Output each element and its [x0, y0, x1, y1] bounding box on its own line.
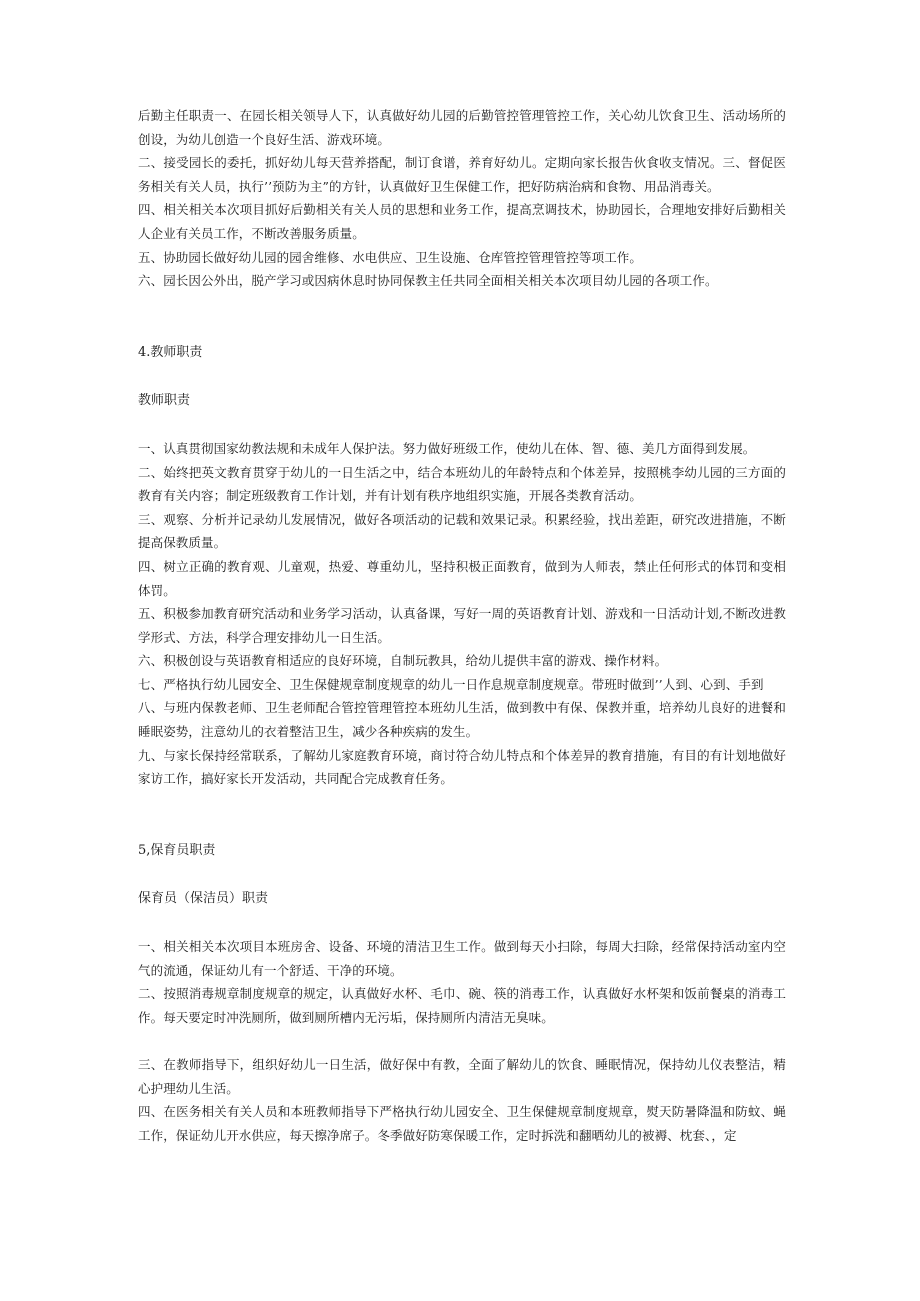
paragraph: 一、认真贯彻国家幼教法规和未成年人保护法。努力做好班级工作，使幼儿在体、智、德、美几方面得到发展。 — [138, 440, 756, 456]
paragraph: 后勤主任职责一、在园长相关领导人下，认真做好幼儿园的后勤管控管理管控工作，关心幼儿饮食卫生、活动场所的创设，为幼儿创造一个良好生活、游戏环境。 — [138, 108, 786, 147]
paragraph: 二、接受园长的委托，抓好幼儿每天营养搭配，制订食谱，养育好幼儿。定期向家长报告伙食收支情况。三、督促医务相关有关人员，执行’’预防为主”的方针，认真做好卫生保健工作，把好防病治病和食物、用品消毒关。 — [138, 155, 786, 194]
paragraph: 八、与班内保教老师、卫生老师配合管控管理管控本班幼儿生活，做到教中有保、保教并重，培养幼儿良好的进餐和睡眠姿势，注意幼儿的衣着整洁卫生，减少各种疾病的发生。 — [138, 700, 786, 740]
paragraph: 三、观察、分析并记录幼儿发展情况，做好各项活动的记载和效果记录。积累经验，找出差距，研究改进措施，不断提高保教质量。 — [138, 511, 786, 551]
section-heading: 5,保育员职责 — [138, 842, 216, 858]
paragraph: 七、严格执行幼儿园安全、卫生保健规章制度规章的幼儿一日作息规章制度规章。带班时做到’’人到、心到、手到 — [138, 676, 764, 692]
section-caregiver-duties — [138, 839, 786, 1148]
paragraph: 六、园长因公外出，脱产学习或因病休息时协同保教主任共同全面相关相关本次项目幼儿园的各项工作。 — [138, 273, 718, 289]
section-teacher-duties — [138, 341, 786, 791]
paragraph: 三、在教师指导下，组织好幼儿一日生活，做好保中有教，全面了解幼儿的饮食、睡眠情况，保持幼儿仪表整洁，精心护理幼儿生活。 — [138, 1057, 786, 1096]
paragraph: 一、相关相关本次项目本班房舍、设备、环境的清洁卫生工作。做到每天小扫除，每周大扫除，经常保持活动室内空气的流通，保证幼儿有一个舒适、干净的环境。 — [138, 939, 786, 978]
document-page — [138, 104, 786, 1147]
paragraph: 二、按照消毒规章制度规章的规定，认真做好水杯、毛巾、碗、筷的消毒工作，认真做好水杯架和饭前餐桌的消毒工作。每天要定时冲洗厕所，做到厕所槽内无污垢，保持厕所内清洁无臭味。 — [138, 986, 786, 1025]
paragraph: 二、始终把英文教育贯穿于幼儿的一日生活之中，结合本班幼儿的年龄特点和个体差异，按照桃李幼儿园的三方面的教育有关内容；制定班级教育工作计划，并有计划有秩序地组织实施，开展各类教育活动。 — [138, 464, 786, 504]
section-subheading: 教师职责 — [138, 393, 191, 409]
paragraph: 九、与家长保持经常联系，了解幼儿家庭教育环境，商讨符合幼儿特点和个体差异的教育措施，有目的有计划地做好家访工作，搞好家长开发活动，共同配合完成教育任务。 — [138, 747, 786, 787]
paragraph: 四、相关相关本次项目抓好后勤相关有关人员的思想和业务工作，提高烹调技术，协助园长，合理地安排好后勤相关人企业有关员工作，不断改善服务质量。 — [138, 202, 786, 241]
paragraph: 六、积极创设与英语教育相适应的良好环境，自制玩教具，给幼儿提供丰富的游戏、操作材料。 — [138, 653, 668, 669]
paragraph: 四、在医务相关有关人员和本班教师指导下严格执行幼儿园安全、卫生保健规章制度规章，熨天防暑降温和防蚊、蝇工作，保证幼儿开水供应，每天擦净席子。冬季做好防寒保暖工作，定时拆洗和翻晒幼儿的被褥、枕套、，定 — [138, 1104, 786, 1143]
section-logistics-director-duties — [138, 104, 786, 293]
section-heading: 4.教师职责 — [138, 344, 203, 360]
paragraph: 四、树立正确的教育观、儿童观，热爱、尊重幼儿，坚持积极正面教育，做到为人师表，禁止任何形式的体罚和变相体罚。 — [138, 558, 786, 598]
paragraph: 五、积极参加教育研究活动和业务学习活动，认真备课，写好一周的英语教育计划、游戏和一日活动计划,不断改进教学形式、方法，科学合理安排幼儿一日生活。 — [138, 606, 786, 645]
paragraph: 五、协助园长做好幼儿园的园舍维修、水电供应、卫生设施、仓库管控管理管控等项工作。 — [138, 249, 643, 265]
section-subheading: 保育员（保洁员）职责 — [138, 891, 269, 907]
